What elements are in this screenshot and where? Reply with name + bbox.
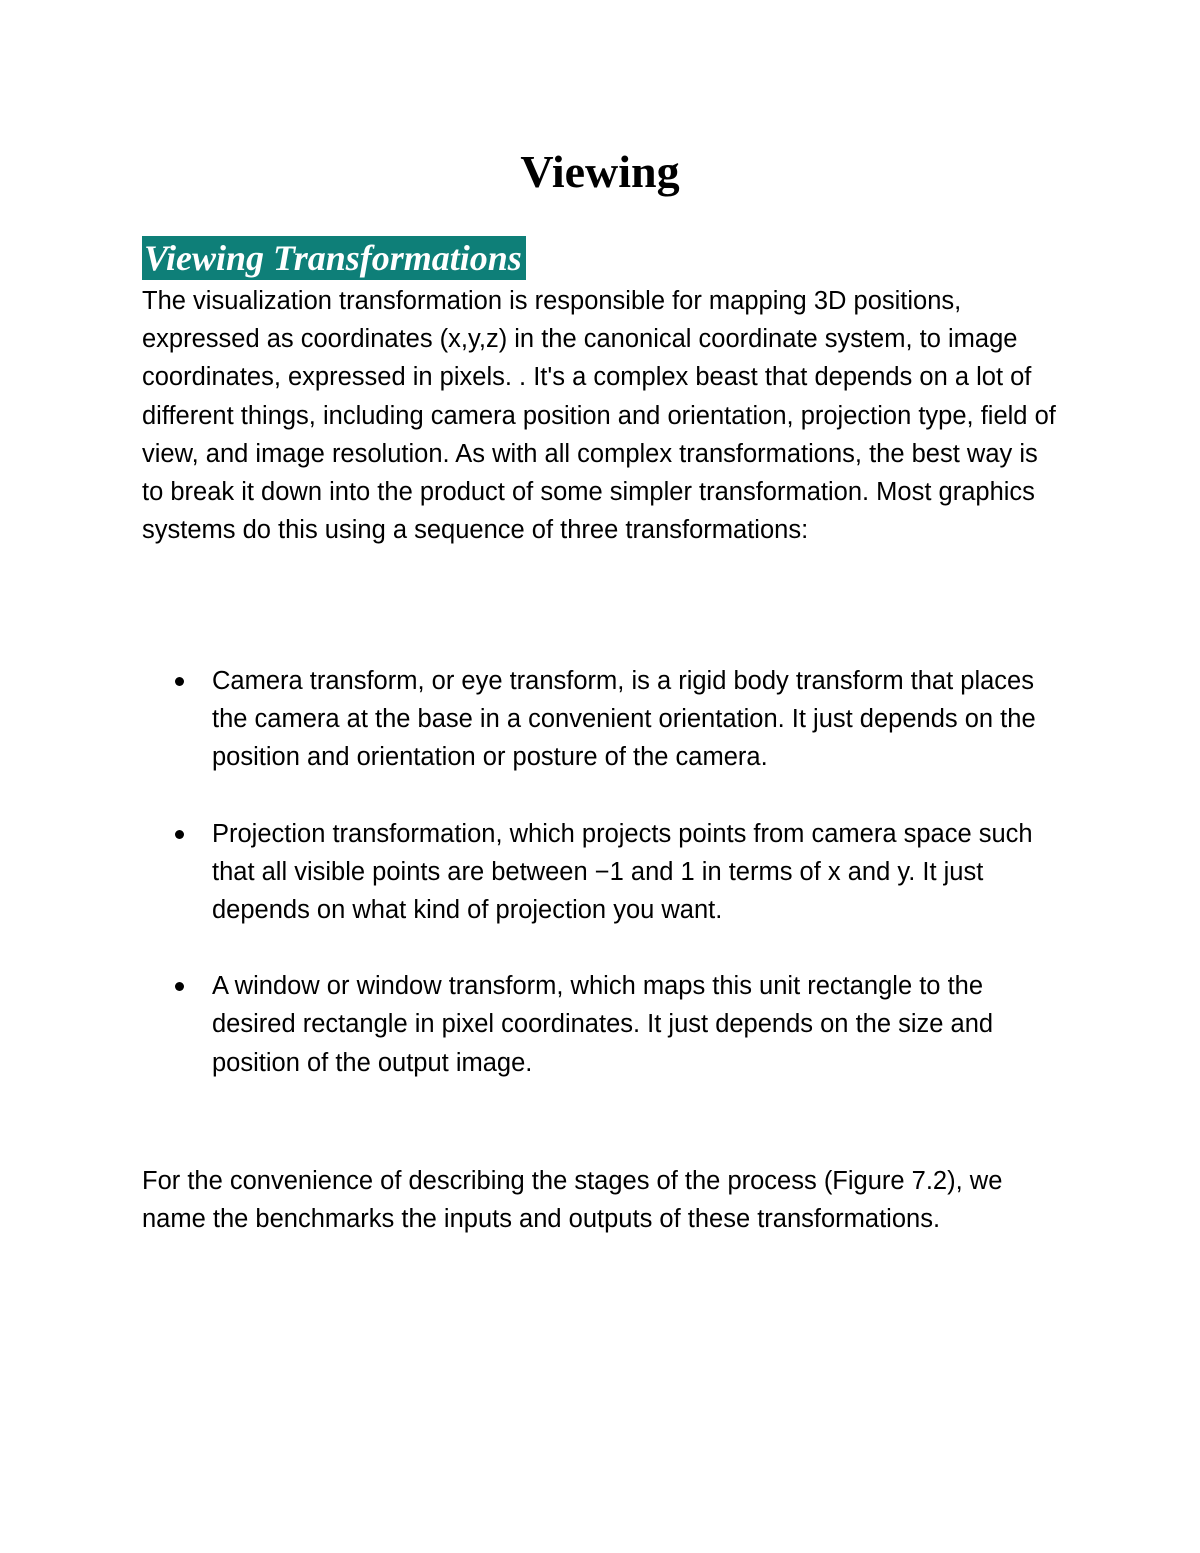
section-heading: Viewing Transformations xyxy=(142,236,526,280)
list-item xyxy=(0,662,1062,777)
list-item-text: Camera transform, or eye transform, is a rigid body transform that places the camera at the base in a convenient orientation. It just depends on the position and orientation or posture of the camera. xyxy=(212,667,1036,772)
bullet-icon xyxy=(175,982,184,991)
bullet-icon xyxy=(175,830,184,839)
list-item xyxy=(0,967,1062,1082)
list-item xyxy=(0,815,1062,930)
closing-paragraph: For the convenience of describing the stages of the process (Figure 7.2), we name the benchmarks the inputs and outputs of these transformations. xyxy=(142,1167,1003,1234)
page-title: Viewing xyxy=(520,146,680,197)
bullet-icon xyxy=(175,677,184,686)
list-item-text: A window or window transform, which maps this unit rectangle to the desired rectangle in pixel coordinates. It just depends on the size and position of the output image. xyxy=(212,972,994,1077)
intro-paragraph: The visualization transformation is responsible for mapping 3D positions, expressed as coordinates (x,y,z) in the canonical coordinate system, to image coordinates, expressed in pixels. . It's a complex beast that depends on a lot of different things, including camera position and orientation, projection type, field of view, and image resolution. As with all complex transformations, the best way is to break it down into the product of some simpler transformation. Most graphics systems do this using a sequence of three transformations: xyxy=(142,287,1056,545)
transformations-list xyxy=(0,662,1200,1082)
list-item-text: Projection transformation, which projects points from camera space such that all visible points are between −1 and 1 in terms of x and y. It just depends on what kind of projection you want. xyxy=(212,819,1033,925)
